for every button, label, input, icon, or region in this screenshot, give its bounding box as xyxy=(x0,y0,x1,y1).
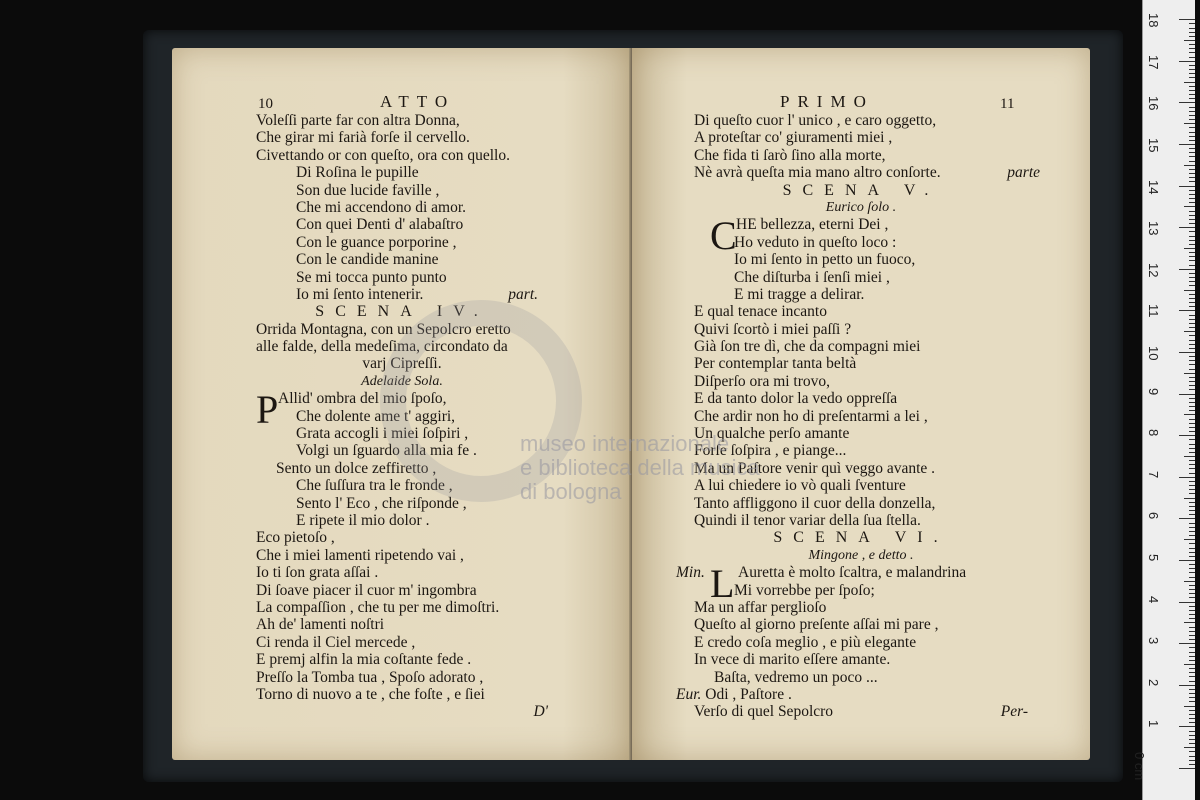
ruler-number: 17 xyxy=(1146,54,1161,70)
ruler-number: 4 xyxy=(1146,595,1161,603)
ruler-minor-tick xyxy=(1189,635,1195,636)
ruler-minor-tick xyxy=(1189,277,1195,278)
ruler-minor-tick xyxy=(1189,460,1195,461)
scene-title: SCENA VI. xyxy=(773,529,949,547)
ruler-number: 12 xyxy=(1146,262,1161,278)
ruler-minor-tick xyxy=(1189,735,1195,736)
catchword: Per- xyxy=(1000,703,1028,721)
verse-line: Se mi tocca punto punto xyxy=(296,268,447,286)
scene-description: Orrida Montagna, con un Sepolcro eretto xyxy=(256,320,511,338)
ruler-minor-tick xyxy=(1189,743,1195,744)
verse-line: Sento l' Eco , che riſponde , xyxy=(296,494,467,512)
verse-line: Che diſturba i ſenſi miei , xyxy=(734,268,890,286)
ruler-minor-tick xyxy=(1189,57,1195,58)
ruler-minor-tick xyxy=(1184,414,1195,415)
scene-title: SCENA V. xyxy=(782,181,940,199)
verse-line: Mi vorrebbe per ſpoſo; xyxy=(734,581,875,599)
watermark-line: museo internazionale xyxy=(520,431,730,456)
ruler-number: 7 xyxy=(1146,470,1161,479)
ruler-minor-tick xyxy=(1189,211,1195,212)
ruler-minor-tick xyxy=(1189,672,1195,673)
ruler-minor-tick xyxy=(1189,756,1195,757)
text-line: E credo coſa meglio , e più elegante xyxy=(694,633,917,651)
scene-description: varj Cipreſſi. xyxy=(362,355,442,373)
ruler-number: 13 xyxy=(1146,221,1161,236)
ruler-minor-tick xyxy=(1184,622,1195,623)
ruler-minor-tick xyxy=(1184,165,1195,166)
speaker-label: Min. xyxy=(676,564,705,582)
ruler-minor-tick xyxy=(1189,344,1195,345)
ruler-minor-tick xyxy=(1184,373,1195,374)
ruler-minor-tick xyxy=(1184,664,1195,665)
watermark-text xyxy=(520,432,760,504)
ruler-minor-tick xyxy=(1189,647,1195,648)
ruler-minor-tick xyxy=(1189,119,1195,120)
character-name: Adelaide Sola. xyxy=(361,373,443,389)
ruler-minor-tick xyxy=(1189,510,1195,511)
ruler-number: 10 xyxy=(1146,346,1161,361)
text-line: A lui chiedere io vò quali ſventure xyxy=(694,477,906,495)
verse-line: Che ſuſſura tra le fronde , xyxy=(296,477,453,495)
ruler-minor-tick xyxy=(1189,273,1195,274)
running-head: ATTO xyxy=(380,92,456,111)
verse-line: Con le candide manine xyxy=(296,251,439,269)
right-page-text xyxy=(676,112,1090,721)
line-text: Nè avrà queſta mia mano altro conſorte. xyxy=(694,164,941,182)
ruler-minor-tick xyxy=(1189,98,1195,99)
ruler-minor-tick xyxy=(1189,448,1195,449)
ruler-minor-tick xyxy=(1189,294,1195,295)
ruler-minor-tick xyxy=(1189,389,1195,390)
verse-line: Ho veduto in queſto loco : xyxy=(734,233,897,251)
ruler-minor-tick xyxy=(1189,73,1195,74)
ruler-minor-tick xyxy=(1189,751,1195,752)
ruler-minor-tick xyxy=(1189,689,1195,690)
ruler-minor-tick xyxy=(1189,606,1195,607)
ruler-minor-tick xyxy=(1189,485,1195,486)
text-line: Ma un affar perglioſo xyxy=(694,598,827,616)
text-line: Eco pietoſo , xyxy=(256,529,335,547)
text-line: In vece di marito eſſere amante. xyxy=(694,651,891,669)
text-line: Torno di nuovo a te , che foſte , e ſiei xyxy=(256,685,485,703)
ruler-minor-tick xyxy=(1179,726,1195,727)
ruler-minor-tick xyxy=(1189,219,1195,220)
ruler-minor-tick xyxy=(1189,631,1195,632)
ruler-minor-tick xyxy=(1189,610,1195,611)
ruler-minor-tick xyxy=(1189,181,1195,182)
ruler-minor-tick xyxy=(1184,123,1195,124)
ruler-minor-tick xyxy=(1189,543,1195,544)
ruler-minor-tick xyxy=(1189,340,1195,341)
ruler-minor-tick xyxy=(1189,202,1195,203)
ruler-minor-tick xyxy=(1189,419,1195,420)
text-line: Un qualche perſo amante xyxy=(694,425,850,443)
ruler-minor-tick xyxy=(1179,435,1195,436)
verse-line: Io mi ſento in petto un fuoco, xyxy=(734,251,916,269)
ruler-minor-tick xyxy=(1189,65,1195,66)
ruler-minor-tick xyxy=(1179,186,1195,187)
ruler-minor-tick xyxy=(1179,144,1195,145)
ruler-minor-tick xyxy=(1189,28,1195,29)
verse-line: Con le guance porporine , xyxy=(296,233,457,251)
catchword: D' xyxy=(533,703,548,721)
text-line: E qual tenace incanto xyxy=(694,303,827,321)
text-line: Di ſoave piacer il cuor m' ingombra xyxy=(256,581,477,599)
ruler-number: 9 xyxy=(1146,387,1161,395)
exit-tag: part. xyxy=(508,285,538,303)
ruler-minor-tick xyxy=(1189,731,1195,732)
ruler-minor-tick xyxy=(1184,206,1195,207)
drop-cap: C xyxy=(710,213,737,259)
ruler-minor-tick xyxy=(1179,477,1195,478)
ruler-minor-tick xyxy=(1179,227,1195,228)
ruler-minor-tick xyxy=(1189,319,1195,320)
ruler-minor-tick xyxy=(1189,589,1195,590)
ruler-minor-tick xyxy=(1189,285,1195,286)
ruler-minor-tick xyxy=(1179,269,1195,270)
ruler-minor-tick xyxy=(1189,722,1195,723)
ruler-minor-tick xyxy=(1189,552,1195,553)
text-line: E premj alfin la mia coſtante fede . xyxy=(256,651,472,669)
ruler-minor-tick xyxy=(1189,577,1195,578)
verse-line: Che mi accendono di amor. xyxy=(296,198,467,216)
ruler-number: 6 xyxy=(1146,512,1161,520)
ruler-minor-tick xyxy=(1189,714,1195,715)
ruler-minor-tick xyxy=(1189,468,1195,469)
ruler-minor-tick xyxy=(1189,614,1195,615)
ruler-minor-tick xyxy=(1189,169,1195,170)
ruler-number: 1 xyxy=(1146,720,1161,728)
ruler-minor-tick xyxy=(1184,706,1195,707)
ruler-minor-tick xyxy=(1189,377,1195,378)
ruler-minor-tick xyxy=(1189,107,1195,108)
ruler-minor-tick xyxy=(1189,335,1195,336)
text-line: Quivi ſcortò i miei paſſi ? xyxy=(694,320,852,338)
ruler-minor-tick xyxy=(1189,464,1195,465)
ruler-minor-tick xyxy=(1179,102,1195,103)
ruler-minor-tick xyxy=(1189,231,1195,232)
character-name: Mingone , e detto . xyxy=(808,547,914,563)
ruler-number: 3 xyxy=(1146,637,1161,645)
ruler-minor-tick xyxy=(1184,331,1195,332)
catchword-line xyxy=(256,703,632,720)
ruler-minor-tick xyxy=(1189,198,1195,199)
text-line: Ci renda il Ciel mercede , xyxy=(256,633,416,651)
ruler-minor-tick xyxy=(1184,82,1195,83)
ruler-minor-tick xyxy=(1189,585,1195,586)
ruler-tick xyxy=(1179,19,1195,20)
ruler-number: 5 xyxy=(1146,554,1161,562)
scene-title: SCENA IV. xyxy=(315,303,489,321)
drop-cap: L xyxy=(710,561,735,607)
verse-line xyxy=(256,286,632,303)
ruler-minor-tick xyxy=(1189,493,1195,494)
ruler-minor-tick xyxy=(1189,564,1195,565)
ruler-minor-tick xyxy=(1189,152,1195,153)
ruler-minor-tick xyxy=(1189,52,1195,53)
text-line: Che girar mi farià forſe il cervello. xyxy=(256,129,470,147)
ruler-number: 8 xyxy=(1146,429,1161,437)
ruler-minor-tick xyxy=(1189,136,1195,137)
ruler-minor-tick xyxy=(1189,597,1195,598)
ruler-minor-tick xyxy=(1189,252,1195,253)
text-line: La compaſſion , che tu per me dimoſtri. xyxy=(256,598,500,616)
text-line: Che ardir non ho di preſentarmi a lei , xyxy=(694,407,928,425)
verse-line: Son due lucide faville , xyxy=(296,181,440,199)
ruler-minor-tick xyxy=(1189,69,1195,70)
ruler-minor-tick xyxy=(1189,760,1195,761)
ruler-minor-tick xyxy=(1189,710,1195,711)
text-line: Ma un Paſtore venir quì veggo avante . xyxy=(694,459,936,477)
ruler-minor-tick xyxy=(1189,410,1195,411)
ruler-minor-tick xyxy=(1189,36,1195,37)
text-line: E da tanto dolor la vedo oppreſſa xyxy=(694,390,898,408)
ruler-minor-tick xyxy=(1179,560,1195,561)
watermark-line: di bologna xyxy=(520,479,622,504)
ruler-minor-tick xyxy=(1189,473,1195,474)
ruler-minor-tick xyxy=(1189,652,1195,653)
ruler-minor-tick xyxy=(1179,352,1195,353)
ruler-minor-tick xyxy=(1189,593,1195,594)
ruler-minor-tick xyxy=(1189,223,1195,224)
text-line: Quindi il tenor variar della ſua ſtella. xyxy=(694,511,921,529)
text-line xyxy=(676,686,1090,703)
ruler-minor-tick xyxy=(1189,535,1195,536)
verse-line: Sento un dolce zeffiretto , xyxy=(276,459,437,477)
ruler-minor-tick xyxy=(1189,523,1195,524)
ruler-minor-tick xyxy=(1189,444,1195,445)
ruler-number: 11 xyxy=(1146,304,1161,318)
ruler-minor-tick xyxy=(1189,115,1195,116)
ruler-minor-tick xyxy=(1189,639,1195,640)
text-line: Civettando or con queſto, ora con quello. xyxy=(256,146,510,164)
ruler-minor-tick xyxy=(1189,94,1195,95)
ruler-minor-tick xyxy=(1189,323,1195,324)
ruler-minor-tick xyxy=(1189,406,1195,407)
text-line: Preſſo la Tomba tua , Spoſo adorato , xyxy=(256,668,484,686)
ruler-minor-tick xyxy=(1189,215,1195,216)
ruler-minor-tick xyxy=(1189,764,1195,765)
ruler-minor-tick xyxy=(1189,244,1195,245)
ruler-minor-tick xyxy=(1189,618,1195,619)
text-line: Tanto affliggono il cuor della donzella, xyxy=(694,494,936,512)
page-number: 10 xyxy=(258,96,273,112)
ruler-minor-tick xyxy=(1189,369,1195,370)
verse-line: Con quei Denti d' alabaſtro xyxy=(296,216,464,234)
text-line: A proteſtar co' giuramenti miei , xyxy=(694,129,893,147)
ruler-minor-tick xyxy=(1189,506,1195,507)
character-name: Eurico ſolo . xyxy=(825,199,897,215)
ruler-minor-tick xyxy=(1189,660,1195,661)
ruler-minor-tick xyxy=(1179,602,1195,603)
text-line: Già ſon tre dì, che da compagni miei xyxy=(694,338,921,356)
ruler-minor-tick xyxy=(1189,718,1195,719)
ruler-number: 18 xyxy=(1146,13,1161,28)
ruler-minor-tick xyxy=(1189,148,1195,149)
ruler-minor-tick xyxy=(1189,111,1195,112)
speaker-label: Eur. xyxy=(676,685,702,703)
ruler-minor-tick xyxy=(1184,290,1195,291)
ruler-minor-tick xyxy=(1189,681,1195,682)
ruler-minor-tick xyxy=(1189,381,1195,382)
ruler-minor-tick xyxy=(1189,489,1195,490)
text-line: Ah de' lamenti noſtri xyxy=(256,616,385,634)
ruler-number: 2 xyxy=(1146,678,1161,687)
text-line: Che i miei lamenti ripetendo vai , xyxy=(256,546,464,564)
ruler-minor-tick xyxy=(1189,281,1195,282)
ruler-minor-tick xyxy=(1189,676,1195,677)
ruler-minor-tick xyxy=(1179,643,1195,644)
measurement-ruler xyxy=(1132,0,1195,800)
ruler-number: 16 xyxy=(1146,96,1161,111)
running-head: PRIMO xyxy=(780,92,874,111)
verse-text: Auretta è molto ſcaltra, e malandrina xyxy=(738,564,967,582)
ruler-minor-tick xyxy=(1189,306,1195,307)
ruler-minor-tick xyxy=(1189,236,1195,237)
text-line: Io ti ſon grata aſſai . xyxy=(256,564,379,582)
text-line: Baſta, vedremo un poco ... xyxy=(714,668,878,686)
verse-text: Io mi ſento intenerir. xyxy=(296,285,424,303)
watermark-line: e biblioteca della musica xyxy=(520,455,760,480)
ruler-minor-tick xyxy=(1189,572,1195,573)
ruler-minor-tick xyxy=(1189,502,1195,503)
text-line: Per contemplar tanta beltà xyxy=(694,355,857,373)
ruler-minor-tick xyxy=(1189,315,1195,316)
ruler-minor-tick xyxy=(1189,364,1195,365)
ruler-minor-tick xyxy=(1179,310,1195,311)
ruler-minor-tick xyxy=(1189,514,1195,515)
line-text: Odi , Paſtore . xyxy=(705,685,792,703)
ruler-minor-tick xyxy=(1189,385,1195,386)
verse-line: Di Roſina le pupille xyxy=(296,164,419,182)
ruler-minor-tick xyxy=(1189,356,1195,357)
ruler-minor-tick xyxy=(1179,518,1195,519)
left-page-header xyxy=(172,92,632,112)
ruler-minor-tick xyxy=(1189,693,1195,694)
ruler-minor-tick xyxy=(1189,265,1195,266)
ruler-minor-tick xyxy=(1189,398,1195,399)
ruler-minor-tick xyxy=(1189,173,1195,174)
ruler-minor-tick xyxy=(1189,86,1195,87)
ruler-minor-tick xyxy=(1189,452,1195,453)
ruler-minor-tick xyxy=(1189,327,1195,328)
ruler-minor-tick xyxy=(1184,581,1195,582)
ruler-minor-tick xyxy=(1189,439,1195,440)
ruler-minor-tick xyxy=(1189,77,1195,78)
text-line: Che fida ti ſarò ſino alla morte, xyxy=(694,146,886,164)
verse-line: E ripete il mio dolor . xyxy=(296,511,430,529)
ruler-minor-tick xyxy=(1189,402,1195,403)
ruler-minor-tick xyxy=(1189,739,1195,740)
ruler-minor-tick xyxy=(1189,701,1195,702)
right-page xyxy=(632,48,1090,760)
ruler-minor-tick xyxy=(1189,348,1195,349)
ruler-minor-tick xyxy=(1189,360,1195,361)
ruler-minor-tick xyxy=(1179,394,1195,395)
ruler-minor-tick xyxy=(1189,240,1195,241)
verse-text: Allid' ombra del mio ſpoſo, xyxy=(278,390,447,408)
ruler-minor-tick xyxy=(1189,32,1195,33)
ruler-minor-tick xyxy=(1189,531,1195,532)
ruler-minor-tick xyxy=(1189,697,1195,698)
ruler-minor-tick xyxy=(1179,685,1195,686)
verse-line: Che dolente ame t' aggiri, xyxy=(296,407,456,425)
ruler-minor-tick xyxy=(1189,427,1195,428)
ruler-minor-tick xyxy=(1189,260,1195,261)
ruler-minor-tick xyxy=(1189,44,1195,45)
verse-line: Grata accogli i miei ſoſpiri , xyxy=(296,425,469,443)
verse-text: HE bellezza, eterni Dei , xyxy=(736,216,889,234)
scene-description: alle falde, della medeſima, circondato da xyxy=(256,338,508,356)
ruler-minor-tick xyxy=(1189,668,1195,669)
ruler-minor-tick xyxy=(1189,90,1195,91)
ruler-minor-tick xyxy=(1189,627,1195,628)
ruler-minor-tick xyxy=(1184,456,1195,457)
text-line: Queſto al giorno preſente aſſai mi pare , xyxy=(694,616,939,634)
ruler-minor-tick xyxy=(1189,568,1195,569)
ruler-minor-tick xyxy=(1189,23,1195,24)
line-text: Verſo di quel Sepolcro xyxy=(694,703,834,721)
ruler-minor-tick xyxy=(1189,548,1195,549)
ruler-minor-tick xyxy=(1189,431,1195,432)
ruler-unit-label: 0 cm xyxy=(1132,752,1147,781)
ruler-minor-tick xyxy=(1184,539,1195,540)
text-line: Forſe ſoſpira , e piange... xyxy=(694,442,847,460)
text-line: Diſperſo ora mi trovo, xyxy=(694,372,831,390)
ruler-minor-tick xyxy=(1189,48,1195,49)
ruler-minor-tick xyxy=(1189,302,1195,303)
ruler-minor-tick xyxy=(1184,248,1195,249)
text-line: Voleſſi parte far con altra Donna, xyxy=(256,112,460,129)
ruler-minor-tick xyxy=(1189,481,1195,482)
verse-line: Volgi un ſguardo alla mia fe . xyxy=(296,442,477,460)
ruler-minor-tick xyxy=(1189,423,1195,424)
ruler-minor-tick xyxy=(1189,161,1195,162)
ruler-minor-tick xyxy=(1189,127,1195,128)
page-number: 11 xyxy=(1000,96,1015,112)
ruler-minor-tick xyxy=(1184,498,1195,499)
verse-line: E mi tragge a delirar. xyxy=(734,285,865,303)
right-page-header xyxy=(632,92,1090,112)
ruler-minor-tick xyxy=(1189,656,1195,657)
ruler-minor-tick xyxy=(1189,194,1195,195)
ruler-minor-tick xyxy=(1189,190,1195,191)
ruler-minor-tick xyxy=(1189,527,1195,528)
ruler-minor-tick xyxy=(1189,256,1195,257)
ruler-minor-tick xyxy=(1189,156,1195,157)
ruler-minor-tick xyxy=(1179,61,1195,62)
ruler-number: 14 xyxy=(1146,179,1161,195)
text-line xyxy=(694,703,1090,720)
ruler-minor-tick xyxy=(1189,132,1195,133)
ruler-number: 15 xyxy=(1146,138,1161,153)
ruler-minor-tick xyxy=(1184,40,1195,41)
ruler-minor-tick xyxy=(1189,298,1195,299)
ruler-minor-tick xyxy=(1179,768,1195,769)
text-line xyxy=(694,164,1090,181)
ruler-minor-tick xyxy=(1189,140,1195,141)
text-line: Di queſto cuor l' unico , e caro oggetto, xyxy=(694,112,937,129)
ruler-minor-tick xyxy=(1189,177,1195,178)
exit-tag: parte xyxy=(1007,164,1040,182)
drop-cap: P xyxy=(256,387,279,433)
ruler-minor-tick xyxy=(1184,747,1195,748)
ruler-minor-tick xyxy=(1189,556,1195,557)
